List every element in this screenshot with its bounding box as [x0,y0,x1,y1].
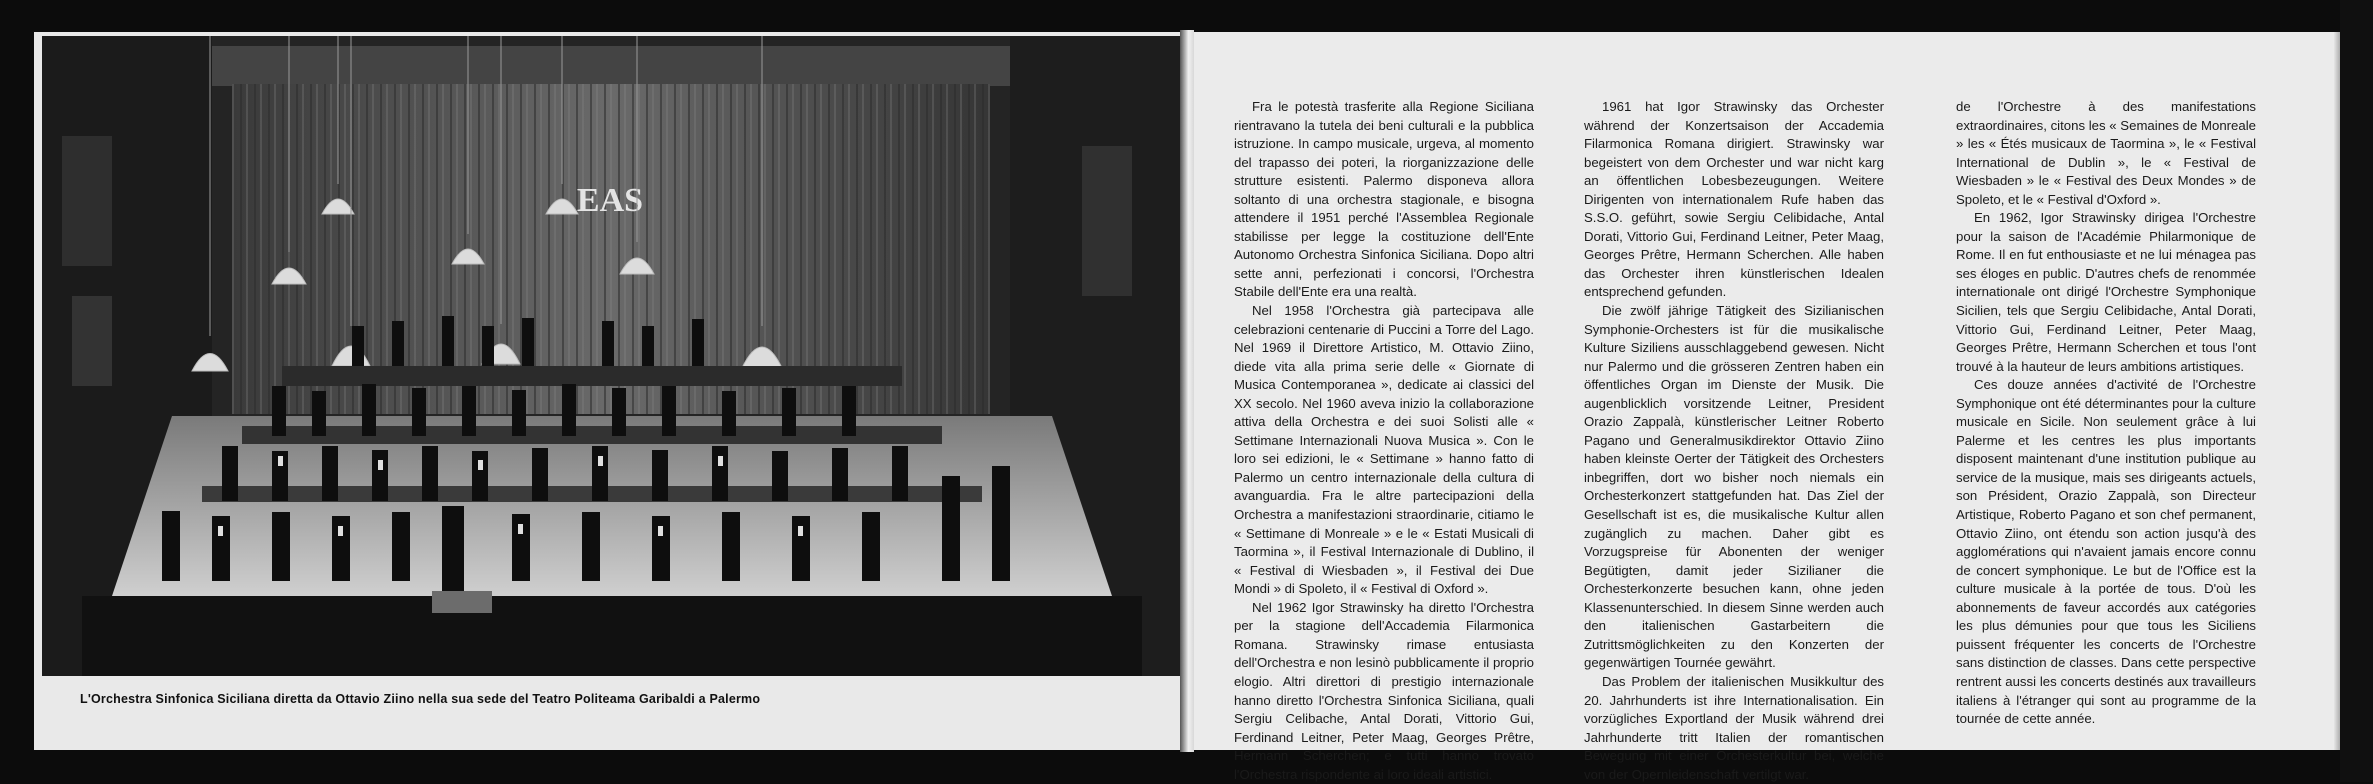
italian-text-column [1234,98,1534,784]
paragraph: En 1962, Igor Strawinsky dirigea l'Orchestre pour la saison de l'Académie Philarmonique de Rome. Il en fut enthousiaste et ne lui ménagea pas ses éloges en public. D'autres chefs de renommée internationale ont dirigé l'Orchestre Symphonique Sicilien, tels que Sergiu Celibidache, Antal Dorati, Vittorio Gui, Ferdinand Leitner, Peter Maag, Georges Prêtre, Hermann Scherchen et tous l'ont trouvé à la hauteur de leurs ambitions artistiques. [1956,210,2256,374]
book-gutter [1180,30,1194,752]
paragraph: Nel 1958 l'Orchestra già partecipava alle celebrazioni centenarie di Puccini a Torre del Lago. Nel 1969 il Direttore Artistico, M. Ottavio Ziino, diede vita alla prima serie delle « Giornate di Musica Contemporanea », dedicate ai classici del XX secolo. Nel 1960 aveva inizio la collaborazione attiva della Orchestra e dei suoi Solisti alle « Settimane Internazionali Nuova Musica ». Con le loro sei edizioni, le « Settimane » hanno fatto di Palermo un centro internazionale della cultura di avanguardia. Fra le altre partecipazioni della Orchestra a manifestazioni straordinarie, citiamo le « Settimane di Monreale » e le « Estati Musicali di Taormina », il Festival Internazionale di Dublino, il « Festival di Wiesbaden », il Festival dei Due Mondi » di Spoleto, il « Festival di Oxford ». [1234,303,1534,597]
paragraph: Das Problem der italienischen Musikkultur des 20. Jahrhunderts ist ihre Internationalisation. Ein vorzügliches Exportland der Musik während drei Jahrhunderte tritt Italien der romantischen Bewegung mit einer Orchesterkultur bei, welche von der Opernleidenschaft vertilgt war. [1584,673,1884,782]
german-text-column [1584,98,1884,784]
french-text-column [1956,98,2256,729]
photo-caption: L'Orchestra Sinfonica Siciliana diretta da Ottavio Ziino nella sua sede del Teatro Politeama Garibaldi a Palermo [80,692,761,706]
orchestra-photo [42,36,1180,676]
paragraph: 1961 hat Igor Strawinsky das Orchester während der Konzertsaison der Accademia Filarmonica Romana dirigiert. Strawinsky war begeistert von dem Orchester und war nicht karg an öffentlichen Lobesbezeugungen. Weitere Dirigenten von internationalem Rufe haben das S.S.O. geführt, sowie Sergiu Celibidache, Antal Dorati, Vittorio Gui, Ferdinand Leitner, Peter Maag, Georges Prêtre, Hermann Scherchen. Alle haben das Orchester ihren künstlerischen Idealen entsprechend gefunden. [1584,99,1884,300]
paragraph: Die zwölf jährige Tätigkeit des Sizilianischen Symphonie-Orchesters ist für die musikalische Kulture Siziliens ausschlaggebend gewesen. Nicht nur Palermo und die grösseren Zentren haben ein öffentliches Organ im Dienste der Musik. Die augenblicklich vorsitzende Leitner, President Orazio Zappalà, künstlerischer Leitner Roberto Pagano und Generalmusikdirektor Ottavio Ziino haben kleinste Oerter der Tätigkeit des Orchesters inbegriffen, dort wo bisher noch niemals ein Orchesterkonzert stattgefunden hat. Das Ziel der Gesellschaft ist es, die musikalische Kultur allen zugänglich zu machen. Daher gibt es Vorzugspreise für Abonenten der weniger Begütigten, damit jeder Sizilianer die Orchesterkonzerte besuchen kann, ohne jeden Klassenunterschied. In diesem Sinne werden auch den italienischen Gastarbeitern die Zutrittsmöglichkeiten zu den Konzerten der gegenwärtigen Tournée gewährt. [1584,303,1884,671]
stage-sign: EAS [576,182,644,219]
paragraph: Ces douze années d'activité de l'Orchestre Symphonique ont été déterminantes pour la culture musicale en Sicile. Non seulement grâce à lui Palerme et les centres les plus importants disposent maintenant d'une institution publique au service de la musique, mais ses dirigeants actuels, son Président, Orazio Zappalà, son Directeur Artistique, Roberto Pagano et son chef permanent, Ottavio Ziino, ont étendu son action jusqu'à des agglomérations qui n'avaient jamais encore connu de concert symphonique. Le but de l'Office est la culture musicale à la portée de tous. D'où les abonnements de faveur accordés aux catégories les plus démunies pour que tous les Siciliens puissent fréquenter les concerts de l'Orchestre sans distinction de classes. Dans cette perspective rentrent aussi les concerts destinés aux travailleurs italiens à l'étranger qui sont au programme de la tournée de cette année. [1956,377,2256,727]
scan-border [2340,0,2373,782]
paragraph: de l'Orchestre à des manifestations extraordinaires, citons les « Semaines de Monreale » les « Étés musicaux de Taormina », le « Festival International de Dublin », le « Festival de Wiesbaden » le « Festival des Deux Mondes » de Spoleto, et le « Festival d'Oxford ». [1956,99,2256,207]
orchestra-photo-illustration [42,36,1180,676]
paragraph: Fra le potestà trasferite alla Regione Siciliana rientravano la tutela dei beni culturali e la pubblica istruzione. In campo musicale, urgeva, al momento del trapasso dei poteri, la riorganizzazione delle strutture esistenti. Palermo disponeva allora soltanto di una orchestra stagionale, e bisogna attendere il 1951 perché l'Assemblea Regionale stabilisse per legge la costituzione dell'Ente Autonomo Orchestra Sinfonica Siciliana. Dopo altri sette anni, perfezionati i concorsi, l'Orchestra Stabile dell'Ente era una realtà. [1234,99,1534,300]
paragraph: Nel 1962 Igor Strawinsky ha diretto l'Orchestra per la stagione dell'Accademia Filarmonica Romana. Strawinsky rimase entusiasta dell'Orchestra e non lesinò pubblicamente il proprio elogio. Altri direttori di prestigio internazionale hanno diretto l'Orchestra Sinfonica Siciliana, quali Sergiu Celibache, Antal Dorati, Vittorio Gui, Ferdinand Leitner, Peter Maag, Georges Prêtre, Hermann Scherchen; e tutti hanno trovato l'Orchestra rispondente ai loro ideali artistici. [1234,599,1534,782]
